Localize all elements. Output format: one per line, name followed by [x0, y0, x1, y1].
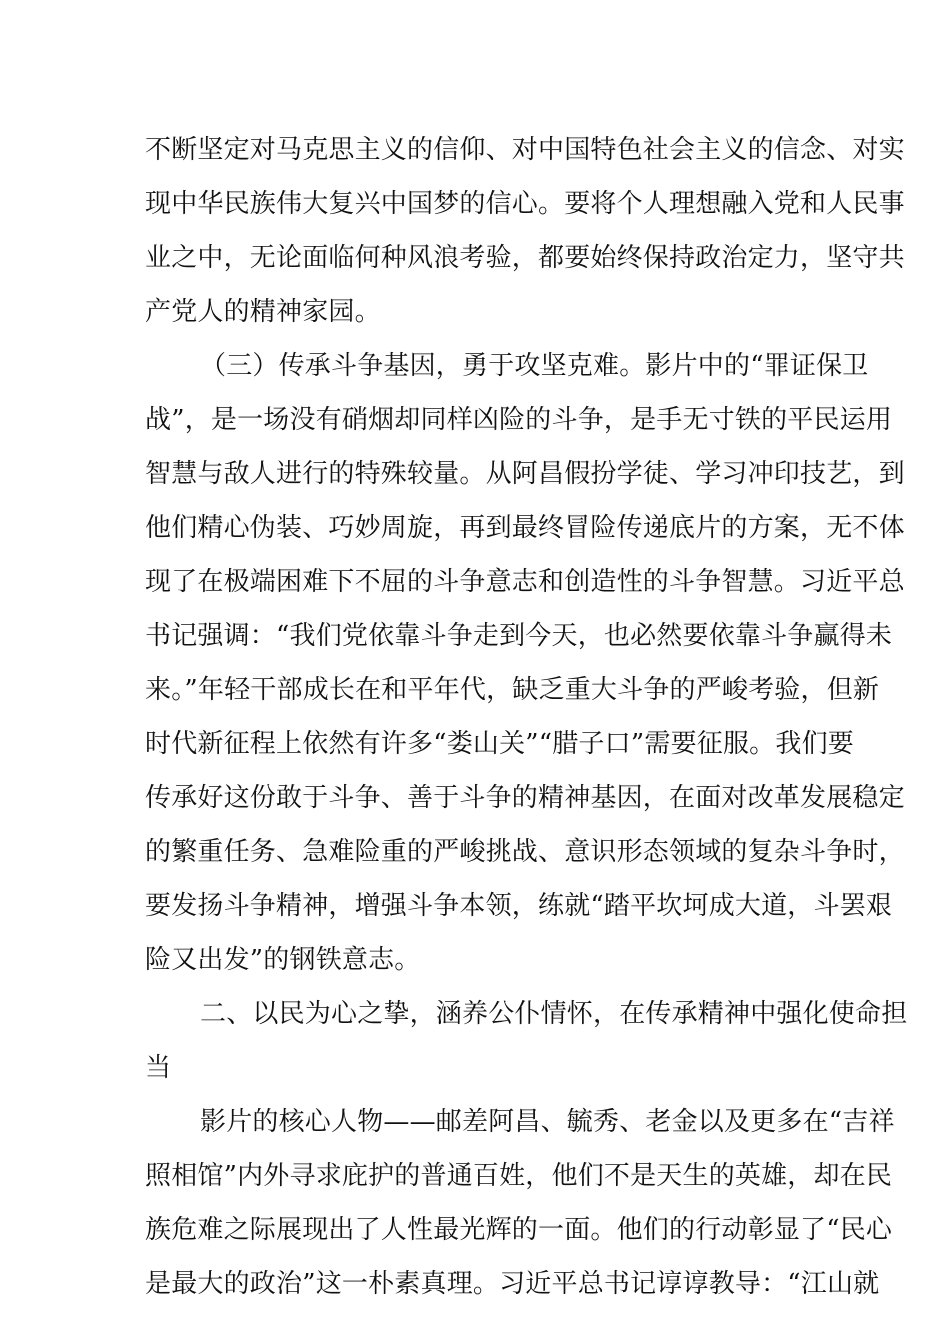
text-line: 他们精心伪装、巧妙周旋，再到最终冒险传递底片的方案，无不体	[145, 513, 905, 543]
section-heading: 当	[145, 1053, 172, 1083]
text-line: 战”，是一场没有硝烟却同样凶险的斗争，是手无寸铁的平民运用	[145, 405, 893, 435]
text-line: 时代新征程上依然有许多“娄山关”“腊子口”需要征服。我们要	[145, 729, 854, 759]
text-line: 现中华民族伟大复兴中国梦的信心。要将个人理想融入党和人民事	[145, 189, 905, 219]
text-line: 来。”年轻干部成长在和平年代，缺乏重大斗争的严峻考验，但新	[145, 675, 880, 705]
text-line: 要发扬斗争精神，增强斗争本领，练就“踏平坎坷成大道，斗罢艰	[145, 891, 893, 921]
text-line: 产党人的精神家园。	[145, 297, 381, 327]
text-line: 现了在极端困难下不屈的斗争意志和创造性的斗争智慧。习近平总	[145, 567, 905, 597]
text-line: 传承好这份敢于斗争、善于斗争的精神基因，在面对改革发展稳定	[145, 783, 905, 813]
text-line: 业之中，无论面临何种风浪考验，都要始终保持政治定力，坚守共	[145, 243, 905, 273]
text-line: 不断坚定对马克思主义的信仰、对中国特色社会主义的信念、对实	[145, 135, 905, 165]
text-line: 影片的核心人物——邮差阿昌、毓秀、老金以及更多在“吉祥	[200, 1107, 895, 1137]
text-line: 族危难之际展现出了人性最光辉的一面。他们的行动彰显了“民心	[145, 1215, 893, 1245]
text-line: 书记强调：“我们党依靠斗争走到今天，也必然要依靠斗争赢得未	[145, 621, 893, 651]
text-line: 照相馆”内外寻求庇护的普通百姓，他们不是天生的英雄，却在民	[145, 1161, 893, 1191]
text-line: 智慧与敌人进行的特殊较量。从阿昌假扮学徒、学习冲印技艺，到	[145, 459, 905, 489]
text-line: （三）传承斗争基因，勇于攻坚克难。影片中的“罪证保卫	[200, 351, 869, 381]
text-line: 的繁重任务、急难险重的严峻挑战、意识形态领域的复杂斗争时，	[145, 837, 905, 867]
text-line: 是最大的政治”这一朴素真理。习近平总书记谆谆教导：“江山就	[145, 1269, 880, 1299]
text-line: 险又出发”的钢铁意志。	[145, 945, 421, 975]
section-heading: 二、以民为心之挚，涵养公仆情怀，在传承精神中强化使命担	[200, 999, 908, 1029]
